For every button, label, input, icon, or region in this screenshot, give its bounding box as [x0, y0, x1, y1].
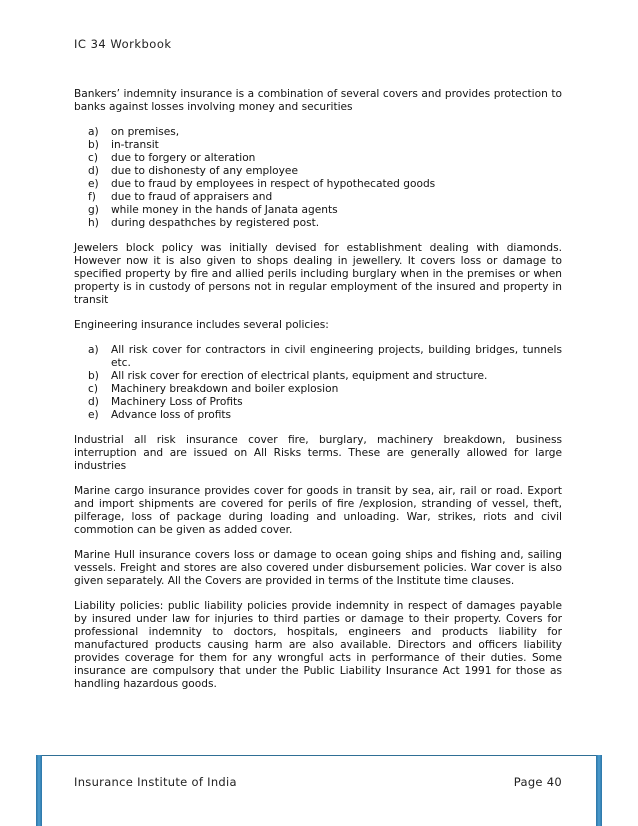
list-marker: e) — [88, 409, 99, 421]
list-item-text: due to fraud by employees in respect of hypothecated goods — [111, 178, 436, 190]
list-marker: d) — [88, 396, 99, 408]
list-marker: h) — [88, 217, 99, 229]
paragraph-bankers-indemnity: Bankers’ indemnity insurance is a combination of several covers and provides protection to banks against losses involving money and securities — [74, 88, 562, 113]
paragraph-marine-hull: Marine Hull insurance covers loss or damage to ocean going ships and fishing and, sailing vessels. Freight and stores are also covered under disbursement policies. War cover is also given separately. All the Covers are provided in terms of the Institute time clauses. — [74, 549, 562, 587]
list-item-text: Advance loss of profits — [111, 409, 232, 421]
page-body — [74, 88, 562, 703]
paragraph-jewelers-block: Jewelers block policy was initially devised for establishment dealing with diamonds. However now it is also given to shops dealing in jewellery. It covers loss or damage to specified property by fire and allied perils including burglary when in the premises or when property is in custody of persons not in regular employment of the insured and property in transit — [74, 242, 562, 306]
list-item — [74, 370, 562, 383]
list-item-text: All risk cover for contractors in civil engineering projects, building bridges, tunnels etc. — [111, 344, 562, 369]
running-header: IC 34 Workbook — [74, 37, 172, 51]
list-marker: d) — [88, 165, 99, 177]
list-item-text: Machinery Loss of Profits — [111, 396, 243, 408]
list-item-text: All risk cover for erection of electrical plants, equipment and structure. — [111, 370, 488, 382]
list-item-text: Machinery breakdown and boiler explosion — [111, 383, 339, 395]
list-item — [74, 126, 562, 139]
list-item — [74, 204, 562, 217]
list-marker: c) — [88, 152, 98, 164]
footer-publisher: Insurance Institute of India — [74, 775, 237, 789]
list-item — [74, 178, 562, 191]
list-item-text: in-transit — [111, 139, 159, 151]
paragraph-liability-policies: Liability policies: public liability policies provide indemnity in respect of damages payable by insured under law for injuries to third parties or damage to their property. Covers for professional indemnity to doctors, hospitals, engineers and products liability for manufactured products causing harm are also available. Directors and officers liability provides coverage for them for any wrongful acts in performance of their duties. Some insurance are compulsory that under the Public Liability Insurance Act 1991 for those as handling hazardous goods. — [74, 600, 562, 690]
list-marker: f) — [88, 191, 96, 203]
list-item — [74, 165, 562, 178]
list-item-text: on premises, — [111, 126, 180, 138]
list-item — [74, 409, 562, 422]
paragraph-marine-cargo: Marine cargo insurance provides cover for goods in transit by sea, air, rail or road. Export and import shipments are covered for perils of fire /explosion, stranding of vessel, theft, pilferage, loss of package during loading and unloading. War, strikes, riots and civil commotion can be given as added cover. — [74, 485, 562, 536]
bankers-indemnity-list — [74, 126, 562, 230]
list-marker: a) — [88, 126, 99, 138]
paragraph-engineering-insurance: Engineering insurance includes several policies: — [74, 319, 329, 331]
list-item-text: during despathches by registered post. — [111, 217, 320, 229]
list-item — [74, 152, 562, 165]
list-item-text: while money in the hands of Janata agents — [111, 204, 338, 216]
list-item — [74, 191, 562, 204]
left-border-bar — [36, 755, 42, 826]
right-border-bar — [596, 755, 602, 826]
list-item-text: due to dishonesty of any employee — [111, 165, 298, 177]
list-item-text: due to forgery or alteration — [111, 152, 256, 164]
list-marker: b) — [88, 370, 99, 382]
footer-page-number: Page 40 — [513, 775, 562, 789]
list-item — [74, 383, 562, 396]
list-item-text: due to fraud of appraisers and — [111, 191, 273, 203]
list-item — [74, 217, 562, 230]
list-item — [74, 139, 562, 152]
list-marker: b) — [88, 139, 99, 151]
list-marker: a) — [88, 344, 99, 356]
list-marker: g) — [88, 204, 99, 216]
list-marker: e) — [88, 178, 99, 190]
list-item — [74, 396, 562, 409]
list-marker: c) — [88, 383, 98, 395]
engineering-policies-list — [74, 344, 562, 422]
list-item — [74, 344, 562, 370]
footer-border-line — [36, 755, 602, 756]
paragraph-industrial-all-risk: Industrial all risk insurance cover fire, burglary, machinery breakdown, business interruption and are issued on All Risks terms. These are generally allowed for large industries — [74, 434, 562, 472]
